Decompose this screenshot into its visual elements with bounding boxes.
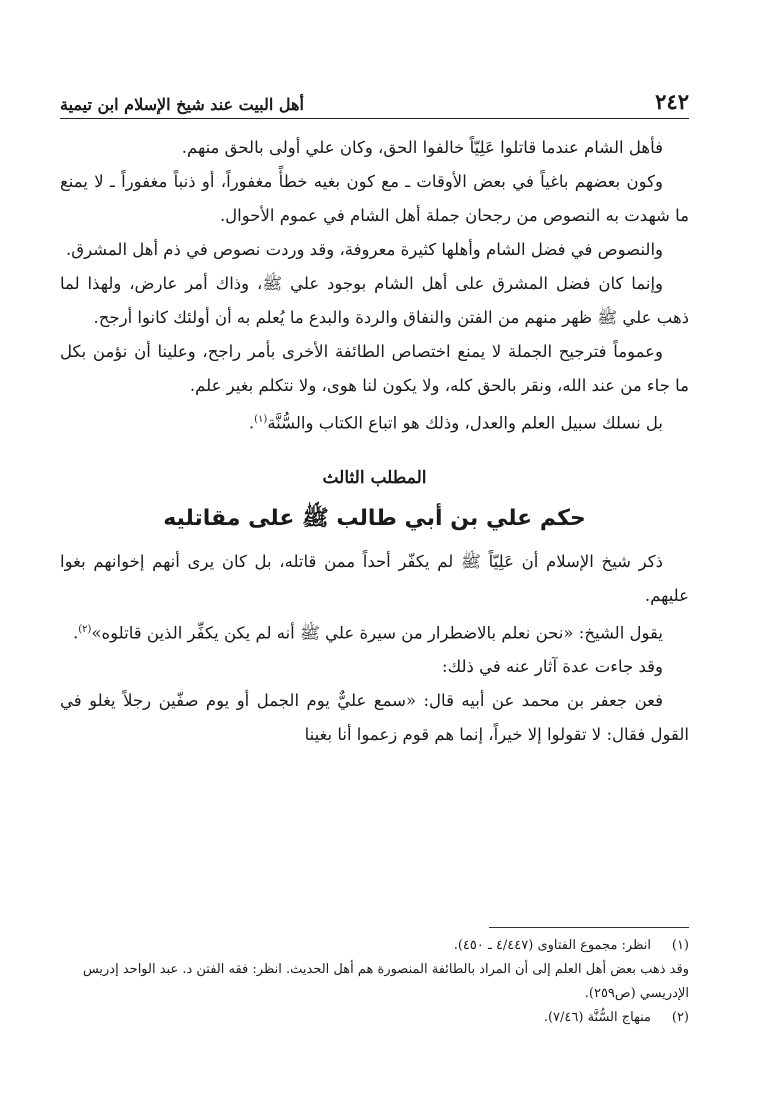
section-subheading: المطلب الثالث [322, 467, 427, 488]
footnote-text: انظر: مجموع الفتاوى (٤/٤٤٧ ـ ٤٥٠). [453, 938, 651, 953]
footnote-text: وقد ذهب بعض أهل العلم إلى أن المراد بالطائفة المنصورة هم أهل الحديث. انظر: فقه الفتن د. عبد الواحد إدريس الإدريسي (ص٢٥٩). [82, 962, 689, 1001]
footnote-ref-1: (١) [254, 414, 268, 425]
footnote-number: (١) [671, 938, 689, 953]
footnote-item [60, 934, 689, 958]
footnote-number: (٢) [671, 1010, 689, 1025]
period: . [72, 623, 79, 642]
paragraph: ذكر شيخ الإسلام أن عَلِيّاً ﷺ لم يكفّر أحداً ممن قاتله، بل كان يرى أنهم إخوانهم بغوا عليهم. [60, 551, 689, 605]
footnote-divider [489, 927, 689, 928]
period: . [248, 413, 255, 433]
paragraph-text: بل نسلك سبيل العلم والعدل، وذلك هو اتباع الكتاب والسُّنَّة [267, 413, 663, 433]
footnote-text: منهاج السُّنَّة (٧/٤٦). [543, 1010, 651, 1025]
paragraph: وقد جاءت عدة آثار عنه في ذلك: [442, 657, 663, 676]
paragraph: وعموماً فترجيح الجملة لا يمنع اختصاص الطائفة الأخرى بأمر راجح، وعلينا أن نؤمن بكل ما جاء من عند الله، ونقر بالحق كله، ولا يكون لنا هوى، ولا نتكلم بغير علم. [60, 342, 689, 395]
footnotes [60, 934, 689, 1030]
paragraph-with-footnote [60, 403, 689, 441]
paragraph: فأهل الشام عندما قاتلوا عَلِيّاً خالفوا الحق، وكان علي أولى بالحق منهم. [181, 138, 663, 157]
running-title: أهل البيت عند شيخ الإسلام ابن تيمية [60, 95, 304, 114]
paragraph-with-footnote [60, 613, 689, 651]
page-header [60, 82, 689, 119]
paragraph: وكون بعضهم باغياً في بعض الأوقات ـ مع كون بغيه خطأً مغفوراً، أو ذنباً مغفوراً ـ لا يمنع ما شهدت به النصوص من رجحان جملة أهل الشام في عموم الأحوال. [60, 172, 689, 225]
footnote-ref-2: (٢) [78, 623, 92, 635]
paragraph-text: يقول الشيخ: «نحن نعلم بالاضطرار من سيرة علي ﷺ أنه لم يكن يكفِّر الذين قاتلوه» [91, 623, 663, 642]
page-body [60, 131, 689, 752]
paragraph: والنصوص في فضل الشام وأهلها كثيرة معروفة، وقد وردت نصوص في ذم أهل المشرق. [66, 240, 663, 259]
footnote-item [60, 958, 689, 1006]
paragraph: وإنما كان فضل المشرق على أهل الشام بوجود علي ﷺ، وذاك أمر عارض، ولهذا لما ذهب علي ﷺ ظهر منهم من الفتن والنفاق والردة والبدع ما يُعلم به أن أولئك كانوا أرجح. [60, 274, 689, 327]
page-number: ٢٤٢ [655, 89, 689, 114]
section-heading: حكم علي بن أبي طالب ﷺ على مقاتليه [163, 505, 586, 531]
paragraph: فعن جعفر بن محمد عن أبيه قال: «سمع عليٌّ يوم الجمل أو يوم صفّين رجلاً يغلو في القول فقال: لا تقولوا إلا خيراً، إنما هم قوم زعموا أنا بغينا [60, 691, 689, 744]
footnote-item [60, 1006, 689, 1030]
